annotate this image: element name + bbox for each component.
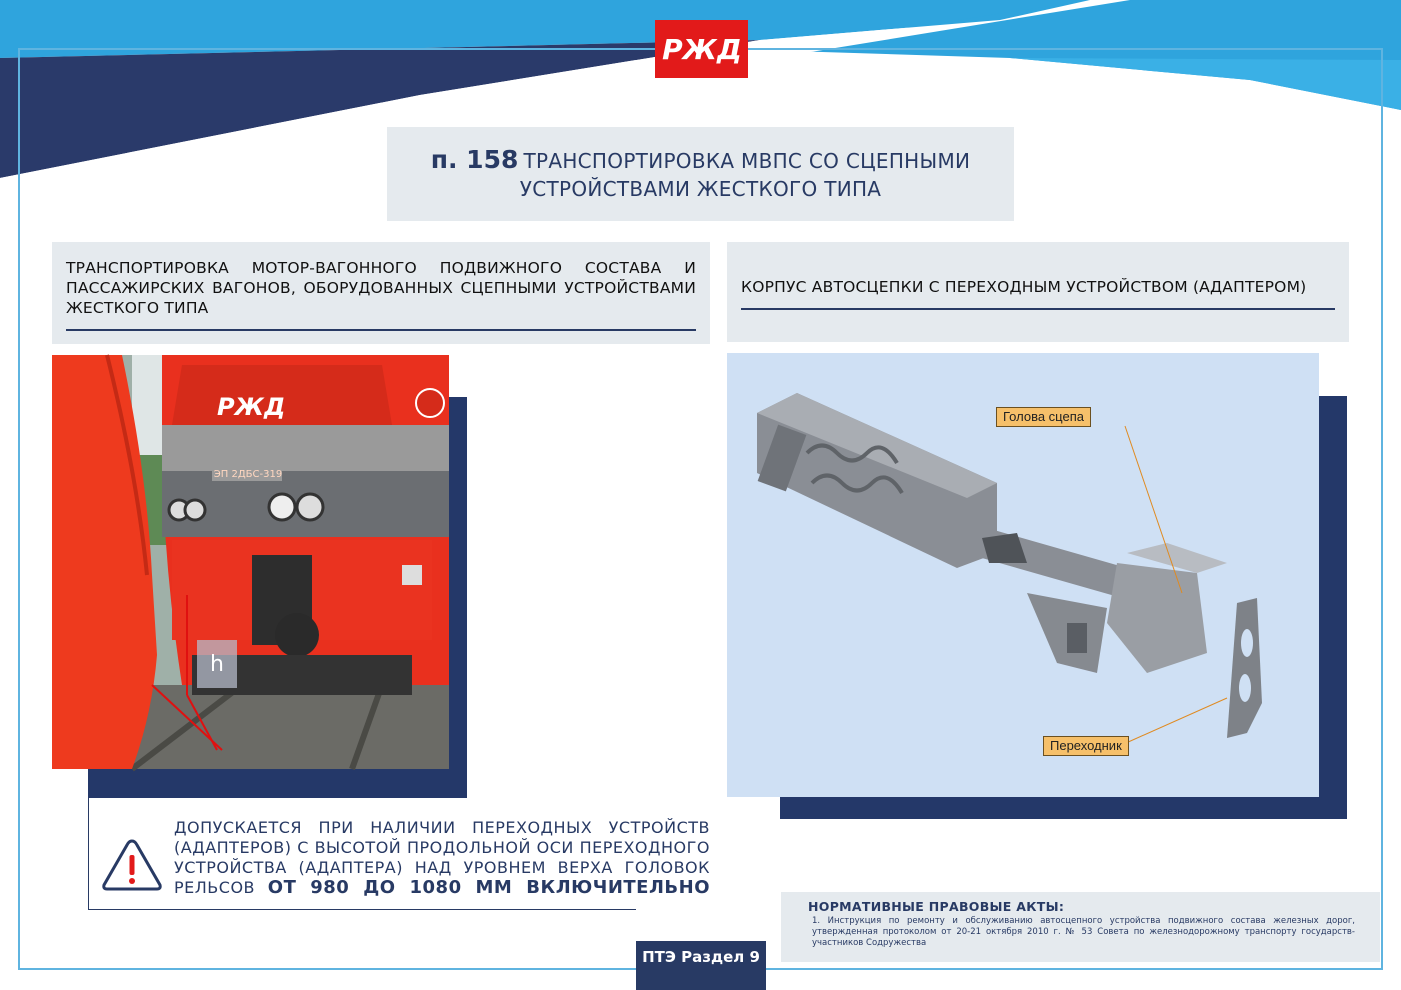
warning-text xyxy=(174,818,710,898)
callout-adapter: Переходник xyxy=(1043,736,1129,756)
warning-triangle-icon xyxy=(100,837,164,893)
right-heading-rule xyxy=(741,308,1335,310)
rzd-logo xyxy=(655,20,748,78)
right-heading-panel xyxy=(727,242,1349,342)
title-text-line2: УСТРОЙСТВАМИ ЖЕСТКОГО ТИПА xyxy=(519,176,882,201)
locomotive-photo xyxy=(52,355,449,769)
left-heading-panel xyxy=(52,242,710,344)
left-heading-rule xyxy=(66,329,696,331)
height-label: h xyxy=(197,640,237,688)
svg-text:РЖД: РЖД xyxy=(661,33,742,66)
callout-head: Голова сцепа xyxy=(996,407,1091,427)
warning-body: ДОПУСКАЕТСЯ ПРИ НАЛИЧИИ ПЕРЕХОДНЫХ УСТРОЙСТВ (АДАПТЕРОВ) С ВЫСОТОЙ ПРОДОЛЬНОЙ ОСИ ПЕРЕХОДНОГО УСТРОЙСТВА (АДАПТЕРА) НАД УРОВНЕМ ВЕРХА ГОЛОВОК РЕЛЬСОВ xyxy=(174,818,710,897)
left-heading-text: ТРАНСПОРТИРОВКА МОТОР-ВАГОННОГО ПОДВИЖНОГО СОСТАВА И ПАССАЖИРСКИХ ВАГОНОВ, ОБОРУДОВАННЫХ СЦЕПНЫМИ УСТРОЙСТВАМИ ЖЕСТКОГО ТИПА xyxy=(66,259,696,317)
warning-bold: ОТ 980 ДО 1080 ММ ВКЛЮЧИТЕЛЬНО xyxy=(267,877,710,898)
section-footer: ПТЭ Раздел 9 xyxy=(636,941,766,990)
title-text-line1: ТРАНСПОРТИРОВКА МВПС СО СЦЕПНЫМИ xyxy=(523,148,971,173)
right-heading-text: КОРПУС АВТОСЦЕПКИ С ПЕРЕХОДНЫМ УСТРОЙСТВОМ (АДАПТЕРОМ) xyxy=(741,278,1307,296)
slide-title xyxy=(387,127,1014,221)
svg-text:РЖД: РЖД xyxy=(217,393,286,421)
normative-acts-item: 1. Инструкция по ремонту и обслуживанию автосцепного устройства подвижного состава железных дорог, утвержденная протоколом от 20-21 октября 2010 г. № 53 Совета по железнодорожному транспорту государств-участников Содружества xyxy=(812,916,1355,948)
normative-acts-title: НОРМАТИВНЫЕ ПРАВОВЫЕ АКТЫ: xyxy=(808,899,1065,914)
rzd-logo-icon xyxy=(661,30,742,68)
title-number: п. 158 xyxy=(430,144,519,174)
coupler-diagram xyxy=(727,353,1319,797)
svg-text:ЭП 2ДБС-319: ЭП 2ДБС-319 xyxy=(213,469,283,480)
